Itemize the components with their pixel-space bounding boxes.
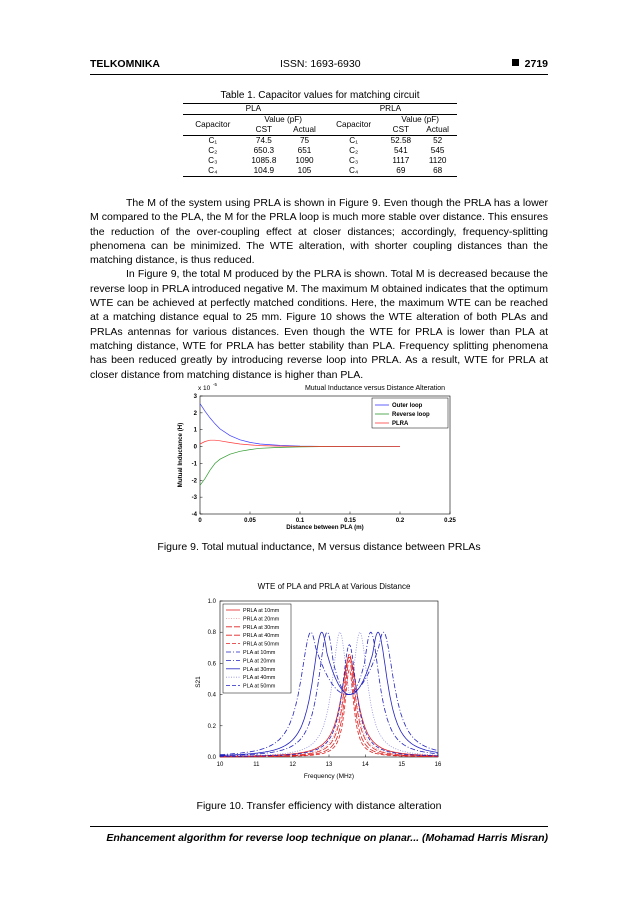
x-axis-label: Frequency (MHz)	[303, 773, 355, 780]
y-tick-label: 0	[193, 444, 197, 451]
y-axis-label: Mutual Inductance (H)	[177, 422, 184, 488]
legend-label: PLA at 10mm	[243, 650, 276, 656]
legend-label: Reverse loop	[392, 412, 430, 418]
x-tick-label: 11	[253, 762, 260, 768]
sub-cst-1: CST	[255, 125, 273, 134]
y-tick-label: 0.0	[207, 755, 216, 761]
body-text	[90, 196, 548, 382]
series-line	[200, 447, 400, 486]
page-number: 2719	[524, 58, 548, 70]
x-tick-label: 0	[198, 518, 202, 524]
y-axis-label: S21	[195, 676, 202, 688]
x-tick-label: 10	[216, 762, 224, 768]
table-caption: Table 1. Capacitor values for matching circuit	[220, 90, 420, 101]
legend-label: PLA at 20mm	[243, 658, 276, 665]
table-row	[183, 166, 457, 177]
sub-cst-2: CST	[392, 125, 410, 134]
x-tick-label: 0.15	[344, 518, 356, 524]
legend-label: PRLA at 10mm	[243, 608, 280, 614]
legend-label: PLA at 50mm	[243, 683, 276, 690]
cell: 1120	[428, 156, 447, 165]
col-capacitor-2: Capacitor	[324, 115, 384, 136]
x-tick-label: 0.2	[395, 518, 405, 524]
series-line	[200, 404, 400, 447]
cell: 651	[297, 146, 312, 155]
cell: C₃	[349, 156, 359, 165]
sub-actual-1: Actual	[293, 125, 316, 134]
figure-10-caption: Figure 10. Transfer efficiency with distance alteration	[196, 800, 442, 812]
series-line	[200, 440, 400, 446]
paragraph-1: The M of the system using PRLA is shown in Figure 9. Even though the PRLA has a lower M compared to the PLA, the M for the PRLA loop is much more stable over distance. This ensures the reduction of the over-coupling effect at closer distances; accordingly, frequency-splitting phenomena can be minimized. The WTE alteration, with shorter coupling distances than the matching distance, is thus reduced.	[90, 197, 548, 267]
x-tick-label: 12	[289, 762, 297, 768]
table-row	[183, 156, 457, 166]
legend-label: PLA at 30mm	[243, 666, 276, 673]
y-tick-label: -3	[191, 495, 197, 502]
legend-label: PRLA at 50mm	[243, 641, 280, 648]
value-header-1: Value (pF)	[243, 115, 324, 126]
cell: 104.9	[243, 166, 286, 177]
sub-actual-2: Actual	[426, 125, 450, 134]
y-tick-label: -2	[191, 478, 197, 485]
y-multiplier: x 10	[198, 385, 211, 392]
table-row	[183, 136, 457, 147]
x-tick-label: 15	[398, 762, 406, 768]
col-capacitor-1: Capacitor	[183, 115, 243, 136]
cell: 69	[383, 166, 418, 177]
y-tick-label: 3	[193, 394, 197, 400]
group-pla: PLA	[183, 104, 324, 115]
legend-label: PRLA at 40mm	[243, 633, 280, 640]
y-tick-label: 0.8	[207, 630, 216, 637]
page-header	[90, 58, 548, 74]
y-tick-label: 1	[193, 427, 197, 434]
chart-title: Mutual Inductance versus Distance Alteration	[304, 385, 446, 392]
y-tick-label: 0.2	[207, 723, 216, 730]
value-header-2: Value (pF)	[383, 115, 457, 126]
y-tick-label: -4	[191, 512, 197, 518]
page-footer: Enhancement algorithm for reverse loop technique on planar... (Mohamad Harris Misran)	[106, 832, 548, 844]
cell: C₂	[208, 146, 218, 155]
y-multiplier-exponent: -5	[213, 382, 218, 387]
cell: C₄	[324, 166, 384, 177]
cell: 52	[418, 136, 457, 147]
cell: 68	[418, 166, 457, 177]
x-tick-label: 0.1	[295, 518, 305, 524]
table	[183, 103, 457, 177]
cell: 545	[430, 146, 445, 155]
figure-10-chart	[180, 577, 460, 789]
cell: 75	[285, 136, 324, 147]
cell: C₁	[324, 136, 384, 147]
page-number-wrap	[512, 58, 548, 70]
cell: C₂	[349, 146, 359, 155]
journal-name: TELKOMNIKA	[90, 58, 160, 70]
cell: C₄	[183, 166, 243, 177]
cell: C₁	[183, 136, 243, 147]
footer-rule	[90, 826, 548, 827]
cell: 1117	[392, 156, 410, 165]
issn: ISSN: 1693-6930	[280, 58, 361, 70]
y-tick-label: 0.6	[207, 661, 216, 668]
header-rule	[90, 74, 548, 75]
cell: 52.58	[383, 136, 418, 147]
capacitor-table	[183, 90, 457, 177]
figure-9-chart	[170, 380, 470, 532]
x-tick-label: 14	[361, 762, 369, 768]
cell: C₃	[208, 156, 218, 165]
y-tick-label: -1	[191, 461, 197, 468]
legend-label: PRLA at 30mm	[243, 624, 280, 631]
square-bullet-icon	[512, 59, 519, 66]
group-prla: PRLA	[324, 104, 457, 115]
x-tick-label: 16	[434, 762, 442, 768]
legend-label: PRLA at 20mm	[243, 616, 280, 623]
x-tick-label: 13	[325, 762, 333, 768]
figure-9-caption: Figure 9. Total mutual inductance, M versus distance between PRLAs	[157, 541, 481, 553]
legend-label: Outer loop	[392, 403, 423, 409]
legend-label: PLA at 40mm	[243, 675, 276, 682]
table-row	[183, 146, 457, 156]
cell: 1090	[295, 156, 314, 165]
paragraph-2: In Figure 9, the total M produced by the PLRA is shown. Total M is decreased because the reverse loop in PRLA introduced negative M. The maximum M obtained indicates that the optimum WTE can be achieved at perfectly matched conditions. Here, the maximum WTE can be reached at a matching distance equal to 25 mm. Figure 10 shows the WTE alteration of both PLAs and PRLAs antennas for various distances. Even though the WTE for PRLA is lower than PLA at matching distance, WTE for PRLA has better stability than PLA. Frequency splitting phenomena has been reduced greatly by introducing reverse loop into PRLA. As a result, WTE for PRLA at closer distance from matching distance is higher than PLA.	[90, 268, 548, 381]
y-tick-label: 0.4	[207, 692, 216, 699]
x-tick-label: 0.05	[244, 518, 256, 524]
x-tick-label: 0.25	[444, 518, 456, 524]
y-tick-label: 1.0	[207, 599, 216, 605]
cell: 74.5	[243, 136, 286, 147]
x-axis-label: Distance between PLA (m)	[286, 524, 364, 531]
chart-title: WTE of PLA and PRLA at Various Distance	[257, 582, 411, 591]
cell: 541	[394, 146, 408, 155]
y-tick-label: 2	[193, 410, 197, 417]
legend-label: PLRA	[392, 421, 409, 427]
cell: 105	[285, 166, 324, 177]
cell: 650.3	[253, 146, 275, 155]
cell: 1085.8	[251, 156, 277, 165]
